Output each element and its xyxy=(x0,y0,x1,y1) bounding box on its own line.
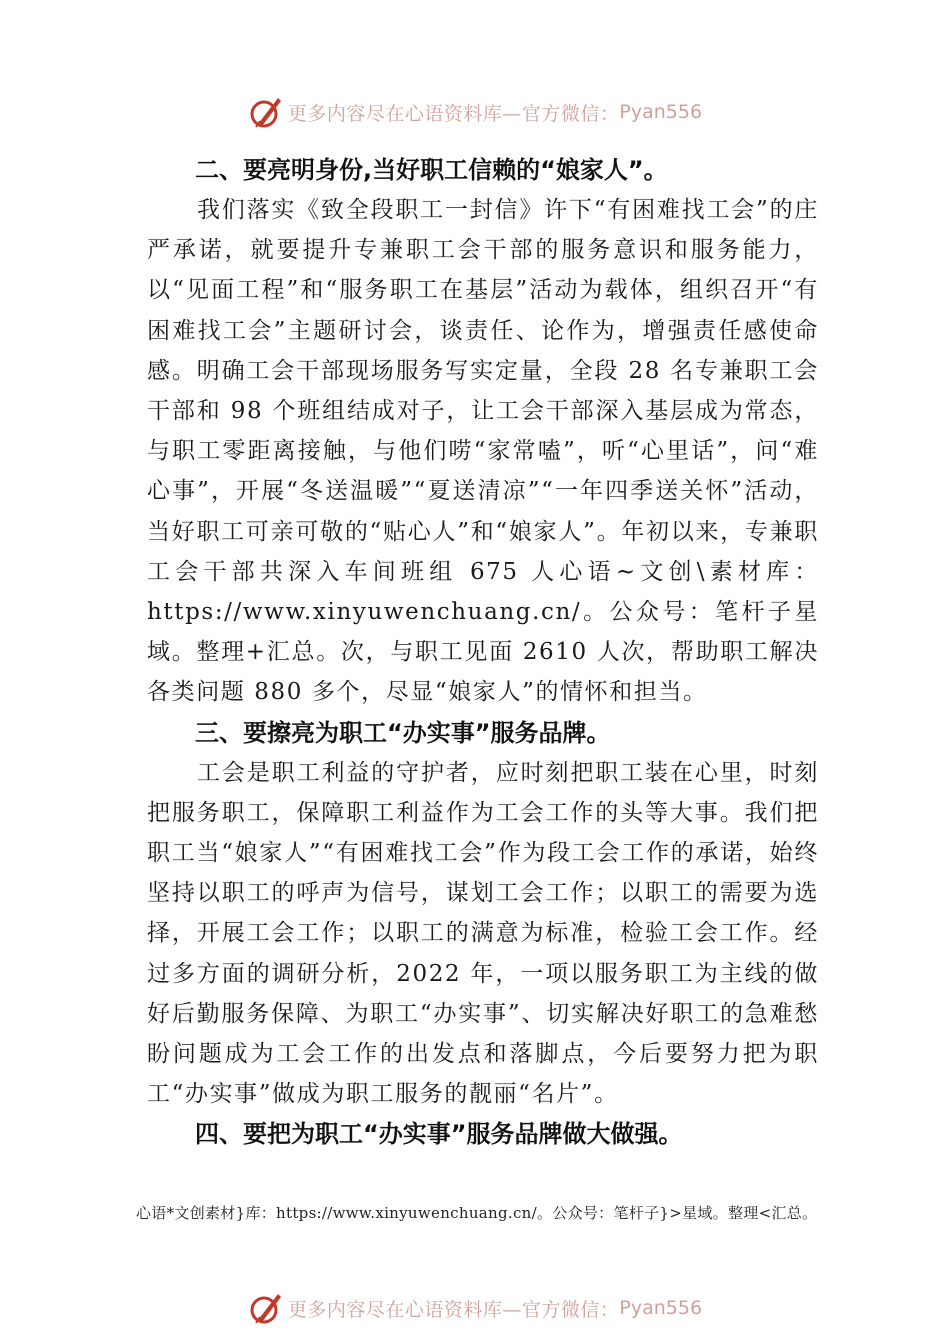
section-heading-2: 二、要亮明身份,当好职工信赖的“娘家人”。 xyxy=(195,156,668,184)
banner-text: 更多内容尽在心语资料库—官方微信： xyxy=(287,1298,620,1321)
section-heading-3: 三、要擦亮为职工“办实事”服务品牌。 xyxy=(195,718,611,747)
quill-logo-icon xyxy=(248,1290,284,1326)
header-watermark-banner xyxy=(0,92,950,132)
section-heading-4: 四、要把为职工“办实事”服务品牌做大做强。 xyxy=(195,1120,683,1149)
banner-wechat-id: Pyan556 xyxy=(619,1297,703,1319)
footnote-watermark: 心语*文创素材}库：https://www.xinyuwenchuang.cn/。公众号：笔杆子}>星域。整理<汇总。 xyxy=(136,1204,818,1222)
section-paragraph-3: 工会是职工利益的守护者，应时刻把职工装在心里，时刻把服务职工，保障职工利益作为工会工作的头等大事。我们把职工当“娘家人”“有困难找工会”作为段工会工作的承诺，始终坚持以职工的呼声为信号，谋划工会工作；以职工的需要为选择，开展工会工作；以职工的满意为标准，检验工会工作。经过多方面的调研分析，2022 年，一项以服务职工为主线的做好后勤服务保障、为职工“办实事”、切实解决好职工的急难愁盼问题成为工会工作的出发点和落脚点，今后要努力把为职工“办实事”做成为职工服务的靓丽“名片”。 xyxy=(147,759,819,1108)
footer-watermark-banner xyxy=(0,1288,950,1328)
document-body xyxy=(147,150,819,1154)
banner-text: 更多内容尽在心语资料库—官方微信： xyxy=(287,102,620,125)
section-paragraph-2: 我们落实《致全段职工一封信》许下“有困难找工会”的庄严承诺，就要提升专兼职工会干部的服务意识和服务能力，以“见面工程”和“服务职工在基层”活动为载体，组织召开“有困难找工会”主题研讨会，谈责任、论作为，增强责任感使命感。明确工会干部现场服务写实定量，全段 28 名专兼职工会干部和 98 个班组结成对子，让工会干部深入基层成为常态，与职工零距离接触，与他们唠“家常嗑”，听“心里话”，问“难心事”，开展“冬送温暖”“夏送清凉”“一年四季送关怀”活动，当好职工可亲可敬的“贴心人”和“娘家人”。年初以来，专兼职工会干部共深入车间班组 675 人心语~文创\素材库：https://www.xinyuwenchuang.cn/。公众号：笔杆子星域。整理+汇总。次，与职工见面 2610 人次，帮助职工解决各类问题 880 多个，尽显“娘家人”的情怀和担当。 xyxy=(147,197,819,706)
banner-wechat-id: Pyan556 xyxy=(619,101,703,123)
quill-logo-icon xyxy=(248,94,284,130)
